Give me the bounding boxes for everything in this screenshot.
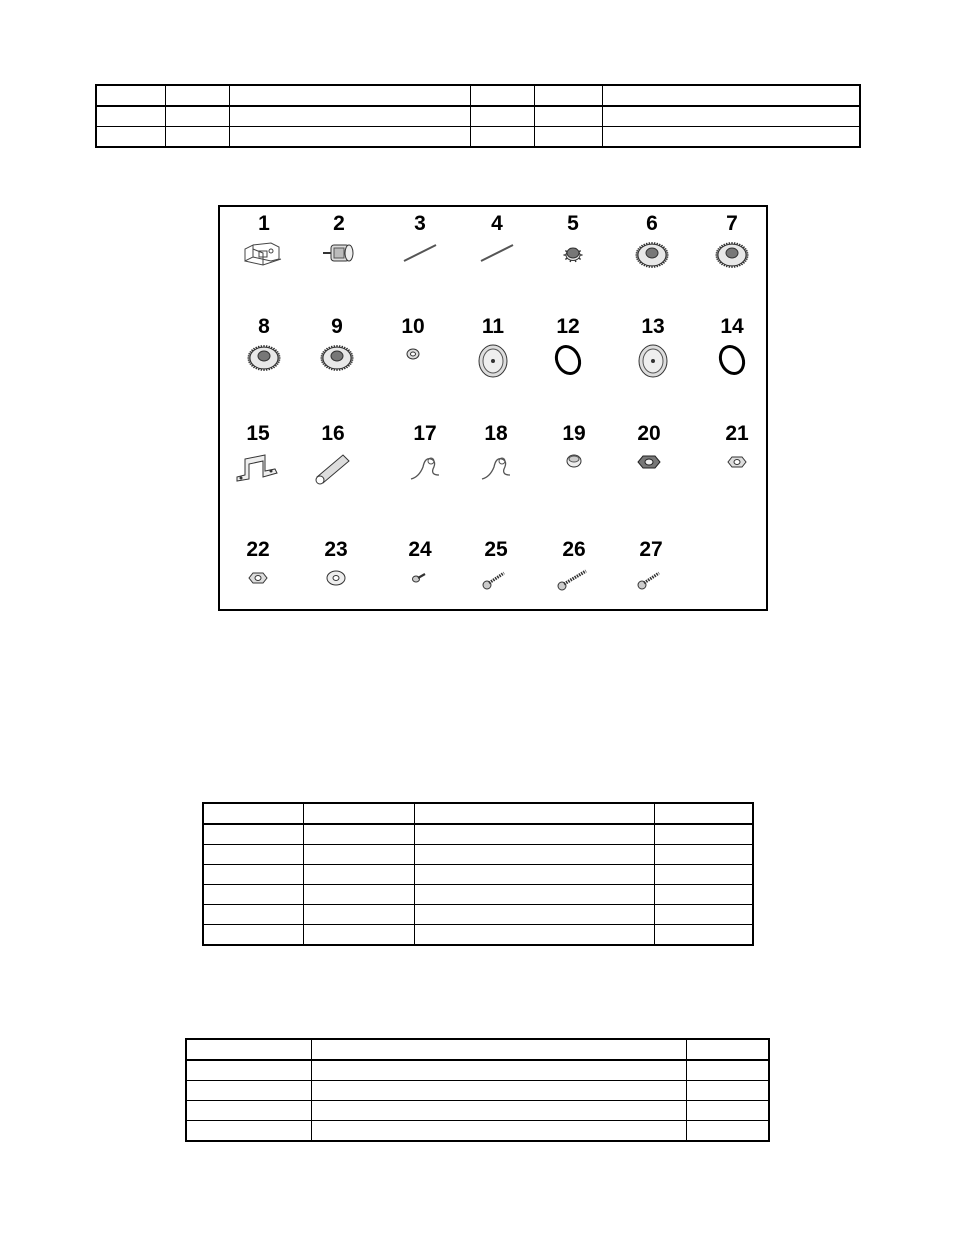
part-item [298,423,368,483]
parts-diagram [218,205,768,611]
part-item [390,423,460,485]
spring-wire-icon [390,449,460,485]
part-number: 20 [637,422,661,445]
part-item [702,423,772,475]
table-row [203,885,753,905]
table-row [96,127,860,148]
part-number: 3 [414,212,426,235]
part-item [461,423,531,485]
part-number: 18 [484,422,508,445]
hex-nut-icon [702,449,772,475]
table-row [186,1039,769,1060]
lock-nut-icon [614,449,684,475]
part-item [539,423,609,473]
part-number: 13 [641,315,665,338]
part-number: 11 [481,315,505,338]
table-row [186,1060,769,1081]
part-number: 2 [333,212,345,235]
part-item [617,213,687,273]
table-row [203,905,753,925]
screw-icon [461,565,531,593]
part-number: 27 [639,538,663,561]
part-item [539,539,609,593]
spur-gear-icon [229,342,299,376]
part-number: 9 [331,315,343,338]
axle-rod-icon [462,239,532,267]
part-number: 12 [556,315,580,338]
part-number: 1 [258,212,270,235]
middle-table [202,802,754,946]
spur-gear-icon [302,342,372,376]
part-number: 23 [324,538,348,561]
part-number: 7 [726,212,738,235]
rubber-band-icon [533,342,603,378]
part-number: 5 [567,212,579,235]
standoff-tube-icon [298,449,368,483]
washer-icon [301,565,371,591]
part-number: 16 [321,422,345,445]
table-row [186,1101,769,1121]
bushing-icon [539,449,609,473]
part-number: 15 [246,422,270,445]
spring-wire-icon [461,449,531,485]
part-item [533,316,603,378]
spur-gear-icon [697,239,767,273]
part-number: 8 [258,315,270,338]
part-number: 4 [491,212,503,235]
spacer-icon [378,342,448,366]
part-number: 10 [401,315,425,338]
table-row [203,925,753,946]
part-number: 25 [484,538,508,561]
part-item [616,539,686,593]
bottom-table [185,1038,770,1142]
part-item [229,213,299,271]
screw-icon [616,565,686,593]
part-number: 24 [408,538,432,561]
part-item [385,539,455,589]
part-number: 19 [562,422,586,445]
motor-bracket-icon [229,239,299,271]
part-number: 21 [725,422,749,445]
table-row [186,1121,769,1142]
top-table [95,84,861,148]
part-number: 26 [562,538,586,561]
part-item [618,316,688,380]
table-row [96,85,860,106]
part-item [304,213,374,269]
axle-rod-icon [385,239,455,267]
hex-nut-icon [223,565,293,591]
spur-gear-icon [617,239,687,273]
part-item [697,213,767,273]
part-item [538,213,608,273]
part-number: 14 [720,315,744,338]
part-item [223,423,293,485]
part-item [378,316,448,366]
pulley-icon [618,342,688,380]
table-row [203,845,753,865]
part-item [458,316,528,380]
table-row [186,1081,769,1101]
table-row [96,106,860,127]
rubber-band-icon [697,342,767,378]
dc-motor-icon [304,239,374,269]
part-item [697,316,767,378]
part-item [462,213,532,267]
pinion-gear-icon [538,239,608,273]
part-item [385,213,455,267]
part-item [614,423,684,475]
table-row [203,824,753,845]
part-item [302,316,372,376]
table-row [203,803,753,824]
part-item [461,539,531,593]
part-number: 22 [246,538,270,561]
long-screw-icon [539,565,609,593]
table-row [203,865,753,885]
clamp-bracket-icon [223,449,293,485]
pulley-icon [458,342,528,380]
short-screw-icon [385,565,455,589]
part-item [223,539,293,591]
part-number: 6 [646,212,658,235]
part-item [301,539,371,591]
part-number: 17 [413,422,437,445]
part-item [229,316,299,376]
